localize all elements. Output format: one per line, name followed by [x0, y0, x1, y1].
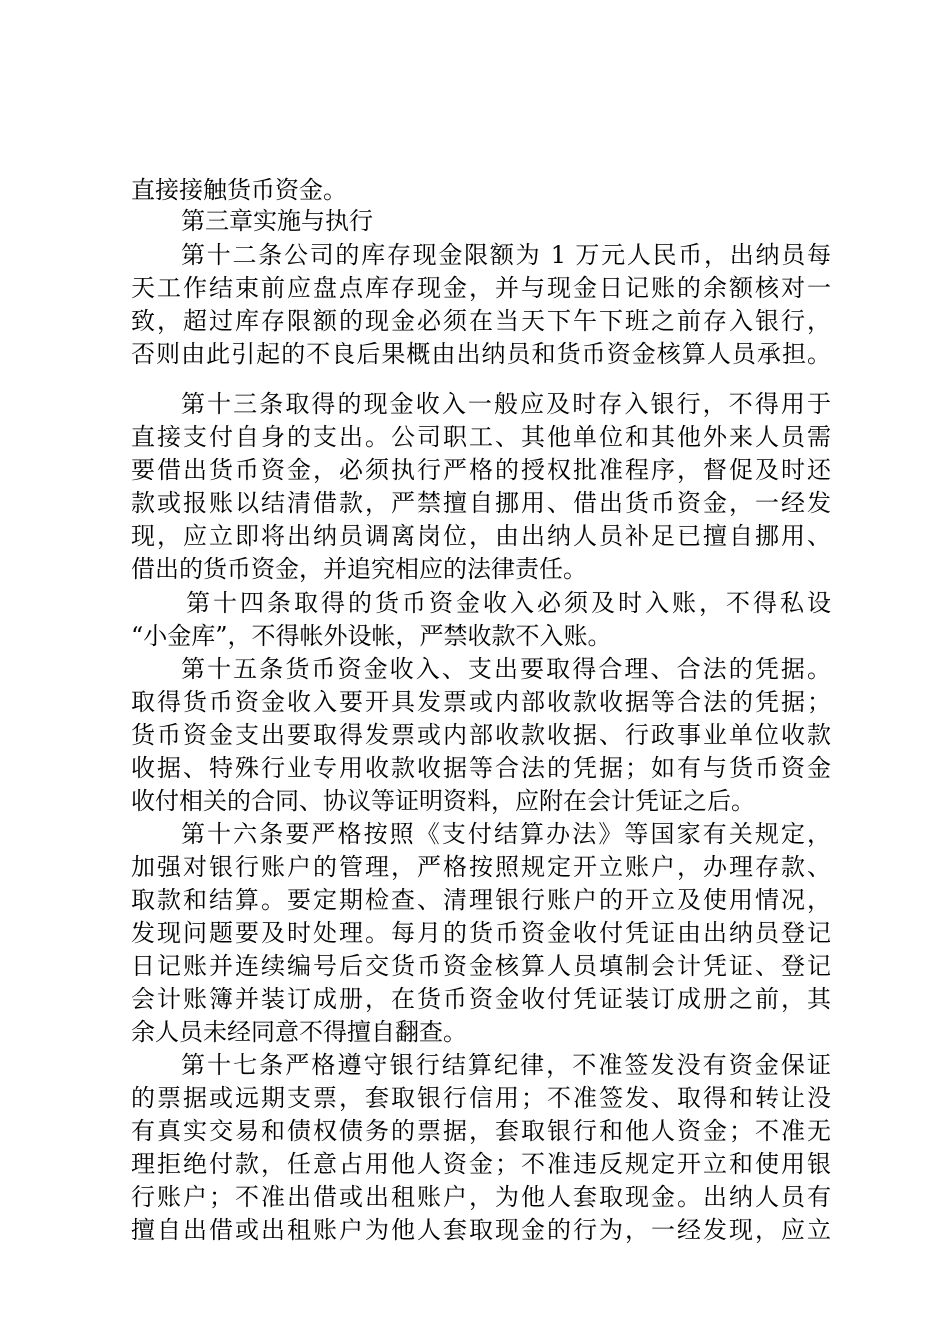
text-line-8: 直接支付自身的支出。公司职工、其他单位和其他外来人员需 [131, 423, 831, 451]
text-line-24: 日记账并连续编号后交货币资金核算人员填制会计凭证、登记 [131, 952, 831, 980]
text-line-11: 现，应立即将出纳员调离岗位，由出纳人员补足已擅自挪用、 [131, 522, 831, 550]
text-line-18: 收据、特殊行业专用收款收据等合法的凭据；如有与货币资金 [131, 754, 831, 782]
text-line-26: 余人员未经同意不得擅自翻查。 [131, 1018, 467, 1046]
text-line-16: 取得货币资金收入要开具发票或内部收款收据等合法的凭据； [131, 688, 831, 716]
text-line-28: 的票据或远期支票，套取银行信用；不准签发、取得和转让没 [131, 1084, 831, 1112]
text-line-30: 理拒绝付款，任意占用他人资金；不准违反规定开立和使用银 [131, 1150, 831, 1178]
text-line-25: 会计账簿并装订成册，在货币资金收付凭证装订成册之前，其 [131, 985, 831, 1013]
text-line-5: 致，超过库存限额的现金必须在当天下午下班之前存入银行， [131, 307, 831, 335]
text-line-32: 擅自出借或出租账户为他人套取现金的行为，一经发现，应立 [131, 1216, 831, 1244]
text-line-22: 取款和结算。要定期检查、清理银行账户的开立及使用情况， [131, 886, 831, 914]
text-line-10: 款或报账以结清借款，严禁擅自挪用、借出货币资金，一经发 [131, 489, 831, 517]
chapter-heading: 第三章实施与执行 [181, 207, 373, 235]
text-line-21: 加强对银行账户的管理，严格按照规定开立账户，办理存款、 [131, 853, 831, 881]
text-line-31: 行账户；不准出借或出租账户，为他人套取现金。出纳人员有 [131, 1183, 831, 1211]
text-line-1: 直接接触货币资金。 [131, 176, 347, 204]
text-line-27: 第十七条严格遵守银行结算纪律，不准签发没有资金保证 [181, 1051, 831, 1079]
text-line-6: 否则由此引起的不良后果概由出纳员和货币资金核算人员承担。 [131, 340, 831, 368]
text-line-23: 发现问题要及时处理。每月的货币资金收付凭证由出纳员登记 [131, 919, 831, 947]
text-line-12: 借出的货币资金，并追究相应的法律责任。 [131, 555, 587, 583]
text-line-15: 第十五条货币资金收入、支出要取得合理、合法的凭据。 [181, 655, 831, 683]
text-line-3: 第十二条公司的库存现金限额为 1 万元人民币，出纳员每 [181, 241, 831, 269]
text-line-29: 有真实交易和债权债务的票据，套取银行和他人资金；不准无 [131, 1117, 831, 1145]
text-line-17: 货币资金支出要取得发票或内部收款收据、行政事业单位收款 [131, 721, 831, 749]
text-line-9: 要借出货币资金，必须执行严格的授权批准程序，督促及时还 [131, 456, 831, 484]
text-line-14: “小金库”，不得帐外设帐，严禁收款不入账。 [131, 622, 612, 650]
text-line-4: 天工作结束前应盘点库存现金，并与现金日记账的余额核对一 [131, 274, 831, 302]
text-line-13: 第十四条取得的货币资金收入必须及时入账，不得私设 [186, 589, 831, 617]
text-line-7: 第十三条取得的现金收入一般应及时存入银行，不得用于 [181, 390, 831, 418]
text-line-19: 收付相关的合同、协议等证明资料，应附在会计凭证之后。 [131, 787, 755, 815]
text-line-20: 第十六条要严格按照《支付结算办法》等国家有关规定， [181, 820, 831, 848]
